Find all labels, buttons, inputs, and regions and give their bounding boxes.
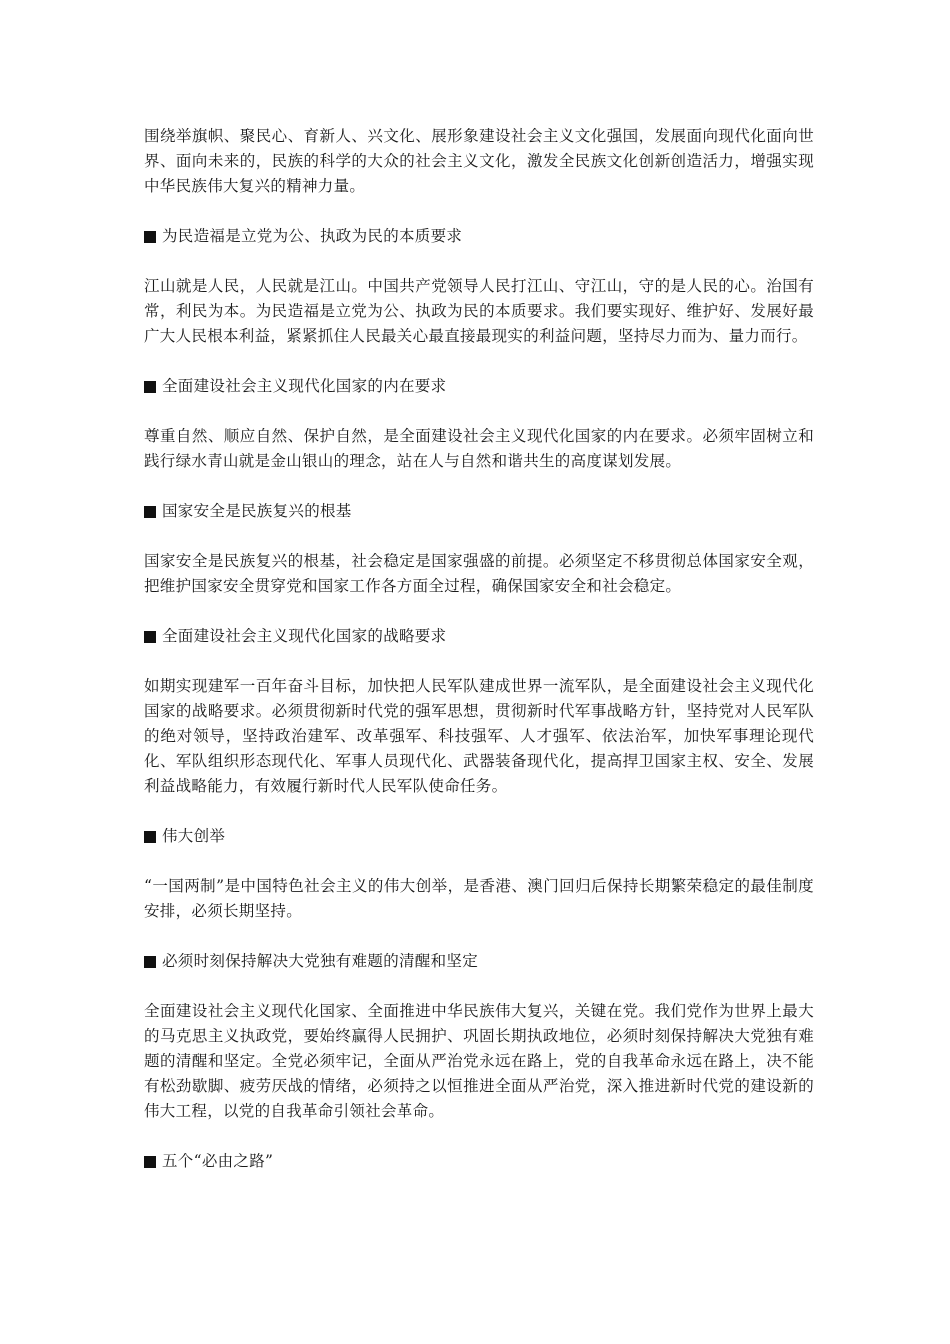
- black-square-icon: [144, 381, 156, 393]
- section-heading: [144, 624, 814, 649]
- section-heading-text: 五个“必由之路”: [162, 1152, 274, 1170]
- section-heading-text: 全面建设社会主义现代化国家的战略要求: [162, 627, 447, 645]
- black-square-icon: [144, 831, 156, 843]
- paragraph: “一国两制”是中国特色社会主义的伟大创举，是香港、澳门回归后保持长期繁荣稳定的最佳制度安排，必须长期坚持。: [144, 877, 814, 920]
- black-square-icon: [144, 506, 156, 518]
- section-heading: [144, 949, 814, 974]
- document-page: [144, 124, 814, 1199]
- section-heading-text: 必须时刻保持解决大党独有难题的清醒和坚定: [162, 952, 479, 970]
- section-heading: [144, 224, 814, 249]
- section-heading: [144, 1149, 814, 1174]
- black-square-icon: [144, 1156, 156, 1168]
- black-square-icon: [144, 631, 156, 643]
- section-heading-text: 伟大创举: [162, 827, 226, 845]
- black-square-icon: [144, 956, 156, 968]
- paragraph: 尊重自然、顺应自然、保护自然，是全面建设社会主义现代化国家的内在要求。必须牢固树立和践行绿水青山就是金山银山的理念，站在人与自然和谐共生的高度谋划发展。: [144, 427, 814, 470]
- paragraph: 国家安全是民族复兴的根基，社会稳定是国家强盛的前提。必须坚定不移贯彻总体国家安全观，把维护国家安全贯穿党和国家工作各方面全过程，确保国家安全和社会稳定。: [144, 552, 814, 595]
- paragraph: 围绕举旗帜、聚民心、育新人、兴文化、展形象建设社会主义文化强国，发展面向现代化面向世界、面向未来的，民族的科学的大众的社会主义文化，激发全民族文化创新创造活力，增强实现中华民族伟大复兴的精神力量。: [144, 127, 814, 195]
- section-heading: [144, 374, 814, 399]
- section-heading: [144, 499, 814, 524]
- section-heading: [144, 824, 814, 849]
- paragraph: 如期实现建军一百年奋斗目标，加快把人民军队建成世界一流军队，是全面建设社会主义现代化国家的战略要求。必须贯彻新时代党的强军思想，贯彻新时代军事战略方针，坚持党对人民军队的绝对领导，坚持政治建军、改革强军、科技强军、人才强军、依法治军，加快军事理论现代化、军队组织形态现代化、军事人员现代化、武器装备现代化，提高捍卫国家主权、安全、发展利益战略能力，有效履行新时代人民军队使命任务。: [144, 677, 814, 795]
- section-heading-text: 为民造福是立党为公、执政为民的本质要求: [162, 227, 463, 245]
- section-heading-text: 国家安全是民族复兴的根基: [162, 502, 352, 520]
- paragraph: 江山就是人民，人民就是江山。中国共产党领导人民打江山、守江山，守的是人民的心。治国有常，利民为本。为民造福是立党为公、执政为民的本质要求。我们要实现好、维护好、发展好最广大人民根本利益，紧紧抓住人民最关心最直接最现实的利益问题，坚持尽力而为、量力而行。: [144, 277, 814, 345]
- paragraph: 全面建设社会主义现代化国家、全面推进中华民族伟大复兴，关键在党。我们党作为世界上最大的马克思主义执政党，要始终赢得人民拥护、巩固长期执政地位，必须时刻保持解决大党独有难题的清醒和坚定。全党必须牢记，全面从严治党永远在路上，党的自我革命永远在路上，决不能有松劲歇脚、疲劳厌战的情绪，必须持之以恒推进全面从严治党，深入推进新时代党的建设新的伟大工程，以党的自我革命引领社会革命。: [144, 1002, 814, 1120]
- section-heading-text: 全面建设社会主义现代化国家的内在要求: [162, 377, 447, 395]
- black-square-icon: [144, 231, 156, 243]
